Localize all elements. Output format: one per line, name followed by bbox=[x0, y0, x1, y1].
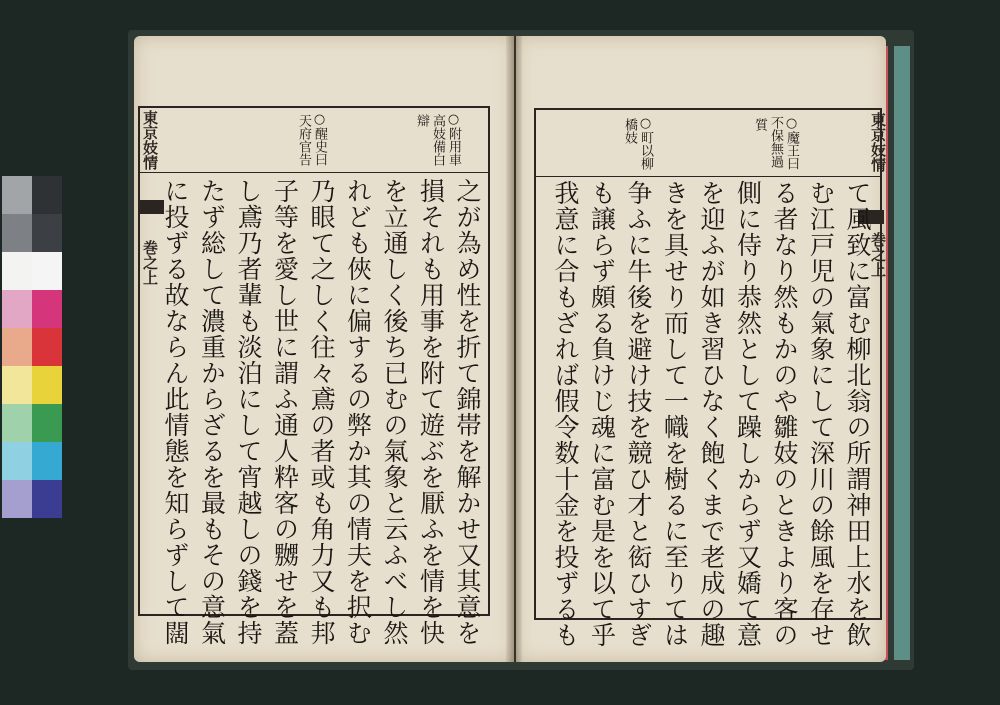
right-head-note-2: 不保無過 bbox=[768, 116, 783, 168]
left-text-column: に投ずる故ならん此情態を知らずして闊 bbox=[161, 178, 190, 646]
right-spine-title: 東京妓情 bbox=[869, 112, 887, 172]
left-text-column: れども俠に偏するの弊か其の情夫を択む bbox=[343, 178, 373, 646]
color-swatch bbox=[32, 214, 62, 252]
left-text-column: 損それも用事を附て遊ぶを厭ふを情を快 bbox=[416, 178, 446, 646]
book-gutter bbox=[506, 36, 522, 662]
left-text-column: 乃眼て之しく往々鳶の者或も角力又も邦 bbox=[307, 178, 336, 646]
color-swatch bbox=[2, 290, 32, 328]
left-text-column: し鳶乃者輩も淡泊にして宵越しの錢を持 bbox=[234, 178, 263, 646]
color-swatch bbox=[2, 366, 32, 404]
left-head-note-4: ○醒史曰 bbox=[312, 112, 327, 166]
left-text-column: 子等を愛し世に謂ふ通人粋客の嬲せを蓋 bbox=[270, 178, 300, 646]
right-text-column: きを具せり而して一幟を樹るに至りては bbox=[660, 180, 690, 648]
right-text-column: む江戸児の氣象にして深川の餘風を存せ bbox=[806, 180, 836, 648]
color-swatch bbox=[32, 442, 62, 480]
color-swatch bbox=[32, 366, 62, 404]
color-swatch bbox=[2, 442, 32, 480]
right-head-note-5: 橋妓 bbox=[622, 118, 637, 144]
color-swatch bbox=[32, 328, 62, 366]
right-text-column: 側に侍り恭然として躁しからず又嬌て意 bbox=[733, 180, 763, 648]
color-swatch bbox=[2, 252, 32, 290]
color-swatch bbox=[2, 404, 32, 442]
left-text-column: を立通しく後ち已むの氣象と云ふべし然 bbox=[380, 178, 409, 646]
color-swatch bbox=[32, 480, 62, 518]
color-swatch bbox=[32, 404, 62, 442]
left-head-note-2: 高妓備白 bbox=[430, 114, 445, 166]
color-swatch bbox=[32, 176, 62, 214]
right-head-note-3: 質 bbox=[752, 118, 767, 131]
left-text-column: たず総して濃重からざるを最もその意氣 bbox=[197, 178, 227, 646]
left-head-note-1: ○附用車 bbox=[446, 112, 461, 166]
left-spine-volume: 巻之上 bbox=[141, 240, 159, 285]
right-text-column: も譲らず頗る負けじ魂に富む是を以て乎 bbox=[587, 180, 617, 648]
color-swatch bbox=[2, 328, 32, 366]
right-text-column: 争ふに牛後を避け技を競ひ才と衒ひすぎ bbox=[624, 180, 653, 648]
right-text-column: る者なり然もかのや雛妓のときより客の bbox=[770, 180, 799, 648]
left-spine-title: 東京妓情 bbox=[141, 110, 159, 170]
right-text-column: て風致に富む柳北翁の所謂神田上水を飲 bbox=[843, 180, 872, 648]
color-swatch bbox=[2, 176, 32, 214]
color-swatch bbox=[32, 290, 62, 328]
right-text-column: 我意に合もざれば假令数十金を投ずるも bbox=[551, 180, 580, 648]
page-edge-teal bbox=[894, 46, 910, 660]
left-head-note-5: 天府官告 bbox=[296, 114, 311, 166]
right-head-note-4: ○町以柳 bbox=[638, 116, 653, 170]
color-calibration-chart bbox=[2, 176, 62, 518]
right-spine-volume: 巻之上 bbox=[869, 232, 887, 277]
color-swatch bbox=[2, 214, 32, 252]
right-head-note-1: ○魔王曰 bbox=[784, 116, 799, 170]
color-swatch bbox=[2, 480, 32, 518]
right-text-column: を迎ふが如き習ひなく飽くまで老成の趣 bbox=[697, 180, 726, 648]
color-swatch bbox=[32, 252, 62, 290]
left-head-note-3: 辯 bbox=[414, 114, 429, 127]
left-text-column: 之が為め性を折て錦帯を解かせ又其意を bbox=[453, 178, 482, 646]
